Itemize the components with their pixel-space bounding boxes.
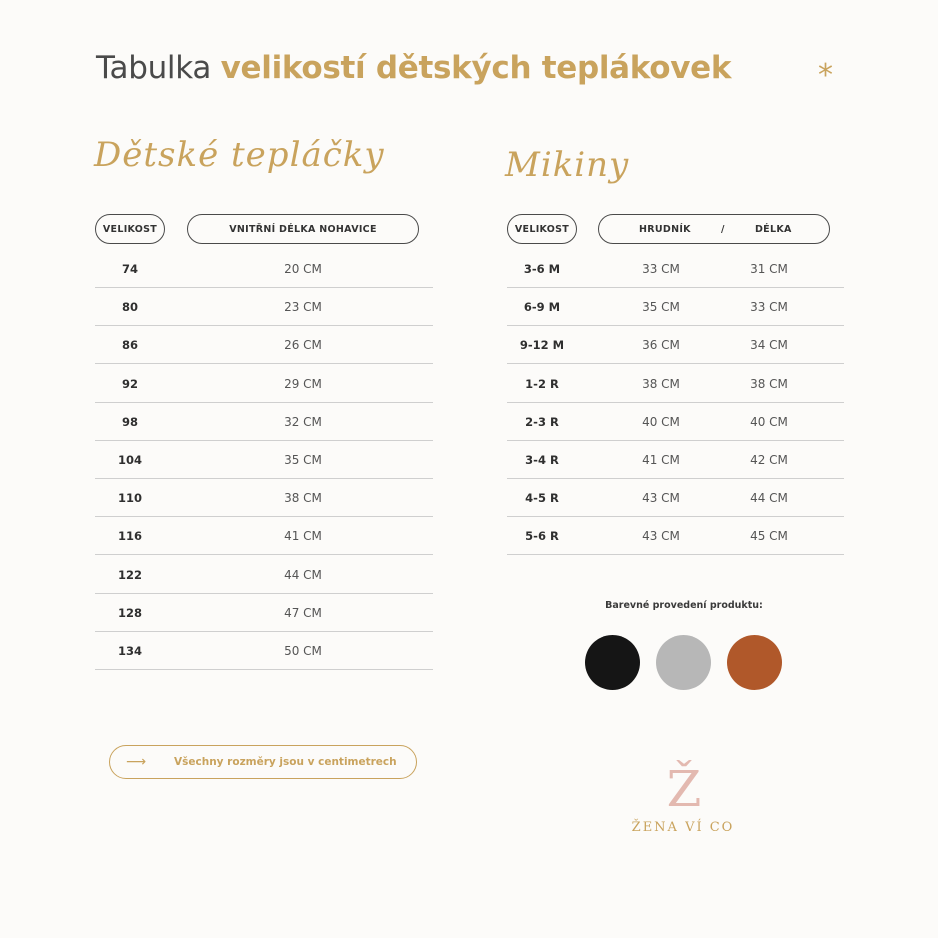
asterisk-icon: * [818,58,833,93]
hoodies-length-cell: 33 CM [750,300,788,315]
hoodies-size-cell: 6-9 M [523,300,561,315]
hoodies-length-cell: 31 CM [750,262,788,276]
hoodies-size-cell: 5-6 R [525,529,559,544]
pants-header-length: VNITŘNÍ DÉLKA NOHAVICE [187,214,419,244]
pants-row [95,556,433,594]
hoodies-length-cell: 40 CM [750,414,788,429]
swatch-grey [656,635,711,690]
hoodies-chest-cell: 41 CM [642,453,680,467]
pants-length-cell: 29 CM [284,376,322,391]
pants-length-cell: 44 CM [284,567,322,582]
hoodies-length-cell: 38 CM [750,376,788,391]
hoodies-row [507,403,844,441]
title-part-regular: Tabulka [96,50,212,86]
pants-length-cell: 26 CM [284,338,322,353]
hoodies-chest-cell: 43 CM [642,529,680,544]
hoodies-length-cell: 34 CM [750,338,788,353]
pants-length-cell: 50 CM [284,644,322,658]
pants-size-cell: 80 [121,300,138,315]
hoodies-chest-cell: 38 CM [642,376,680,391]
hoodies-row [507,288,844,326]
hoodies-chest-cell: 40 CM [642,414,680,429]
pants-size-cell: 98 [121,414,138,429]
hoodies-size-cell: 3-6 M [523,262,561,276]
pants-size-cell: 134 [117,644,142,658]
hoodies-chest-cell: 35 CM [642,300,680,315]
pants-row [95,479,433,517]
hoodies-length-cell: 42 CM [750,453,788,467]
hoodies-header-measure [598,214,830,244]
pants-size-cell: 122 [117,567,142,582]
hoodies-chest-cell: 33 CM [642,262,680,276]
hoodies-row [507,441,844,479]
hoodies-header-chest: HRUDNÍK [639,223,691,235]
page-title [96,50,731,86]
brand-logo: Ž [666,760,702,818]
pants-size-cell: 128 [117,605,142,620]
hoodies-header-size: VELIKOST [507,214,577,244]
hoodies-length-cell: 45 CM [750,529,788,544]
pants-length-cell: 38 CM [284,491,322,506]
swatch-rust [727,635,782,690]
pants-row [95,594,433,632]
hoodies-heading: Mikiny [505,145,630,185]
pants-row [95,517,433,555]
units-note [109,745,417,779]
hoodies-size-cell: 1-2 R [525,376,559,391]
pants-size-cell: 116 [117,529,142,544]
pants-length-cell: 41 CM [284,529,322,544]
pants-heading: Dětské tepláčky [94,135,385,175]
pants-row [95,288,433,326]
title-part-accent: velikostí dětských teplákovek [220,50,732,86]
hoodies-chest-cell: 43 CM [642,491,680,506]
pants-row [95,326,433,364]
hoodies-header-length: DÉLKA [755,223,792,235]
pants-size-cell: 86 [121,338,138,353]
hoodies-length-cell: 44 CM [750,491,788,506]
pants-length-cell: 47 CM [284,605,322,620]
brand-name: ŽENA VÍ CO [631,820,735,835]
hoodies-row [507,479,844,517]
hoodies-header-separator: / [721,223,725,235]
hoodies-row [507,326,844,364]
hoodies-row [507,365,844,403]
pants-row [95,403,433,441]
swatch-black [585,635,640,690]
units-note-text: Všechny rozměry jsou v centimetrech [174,756,397,768]
pants-size-cell: 110 [117,491,142,506]
pants-size-cell: 104 [117,453,142,467]
pants-length-cell: 23 CM [284,300,322,315]
pants-length-cell: 35 CM [284,453,322,467]
hoodies-row [507,250,844,288]
pants-length-cell: 20 CM [284,262,322,276]
hoodies-row [507,517,844,555]
pants-size-cell: 92 [121,376,138,391]
hoodies-chest-cell: 36 CM [642,338,680,353]
pants-size-cell: 74 [121,262,138,276]
pants-length-cell: 32 CM [284,414,322,429]
pants-row [95,250,433,288]
pants-header-size: VELIKOST [95,214,165,244]
hoodies-size-cell: 3-4 R [525,453,559,467]
pants-row [95,441,433,479]
pants-row [95,632,433,670]
pants-row [95,365,433,403]
hoodies-size-cell: 4-5 R [525,491,559,506]
hoodies-size-cell: 2-3 R [525,414,559,429]
hoodies-size-cell: 9-12 M [519,338,565,353]
colors-label: Barevné provedení produktu: [605,600,763,611]
arrow-right-icon: ⟶ [126,754,147,770]
